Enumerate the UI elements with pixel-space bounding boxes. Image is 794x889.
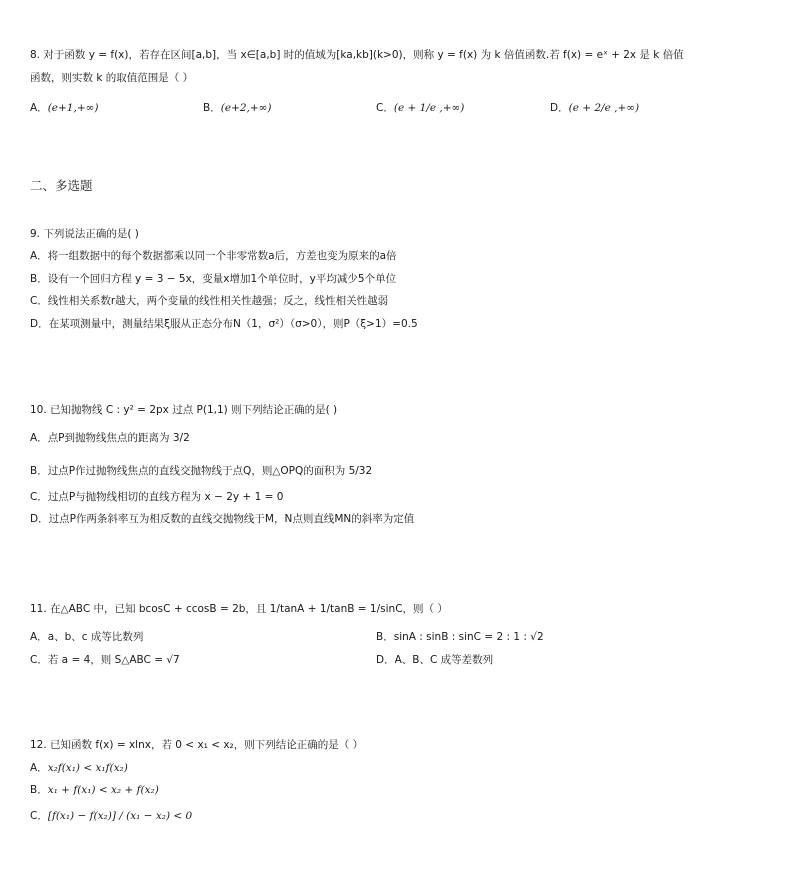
section-title: 二、多选题 bbox=[30, 178, 93, 193]
option-label: C． bbox=[30, 810, 48, 822]
option-label: A． bbox=[30, 631, 48, 643]
option-label: C． bbox=[30, 295, 48, 307]
option-text: 点P到抛物线焦点的距离为 3/2 bbox=[47, 432, 190, 444]
option-text: 在某项测量中，测量结果ξ服从正态分布N（1，σ²）（σ>0），则P（ξ>1）=0.5 bbox=[48, 318, 418, 330]
option-label: D． bbox=[550, 102, 569, 114]
option-text: x₁ + f(x₁) < x₂ + f(x₂) bbox=[47, 784, 159, 796]
option-label: C． bbox=[376, 102, 394, 114]
q8-option-a bbox=[30, 100, 98, 116]
q11-option-b bbox=[376, 629, 544, 645]
option-text: 过点P作过抛物线焦点的直线交抛物线于点Q，则△OPQ的面积为 5/32 bbox=[47, 465, 373, 477]
option-text: A、B、C 成等差数列 bbox=[394, 654, 494, 666]
option-label: D． bbox=[376, 654, 395, 666]
q9-option-c bbox=[30, 293, 388, 309]
q12-stem: 12. 已知函数 f(x) = xlnx，若 0 < x₁ < x₂，则下列结论正确的是（ ） bbox=[30, 739, 364, 751]
option-text: 若 a = 4，则 S△ABC = √7 bbox=[47, 654, 180, 666]
option-label: B． bbox=[30, 465, 48, 477]
option-text: 设有一个回归方程 y = 3 − 5x，变量x增加1个单位时，y平均减少5个单位 bbox=[47, 273, 397, 285]
option-text: x₂f(x₁) < x₁f(x₂) bbox=[47, 762, 128, 774]
option-label: C． bbox=[30, 491, 48, 503]
q9-option-b bbox=[30, 271, 396, 287]
q9-option-d bbox=[30, 316, 418, 332]
q8-option-c bbox=[376, 100, 464, 116]
option-text: sinA : sinB : sinC = 2 : 1 : √2 bbox=[393, 631, 544, 643]
option-label: A． bbox=[30, 250, 48, 262]
q9-option-a bbox=[30, 248, 397, 264]
q12-option-a bbox=[30, 760, 128, 776]
q10-stem: 10. 已知抛物线 C : y² = 2px 过点 P(1,1) 则下列结论正确的是( ) bbox=[30, 404, 338, 416]
option-text: (e+2,+∞) bbox=[220, 102, 272, 114]
option-text: 过点P作两条斜率互为相反数的直线交抛物线于M，N点则直线MN的斜率为定值 bbox=[48, 513, 415, 525]
q12-option-c bbox=[30, 808, 192, 824]
option-label: B． bbox=[30, 784, 48, 796]
q11-option-c bbox=[30, 652, 180, 668]
option-label: B． bbox=[376, 631, 394, 643]
option-text: (e + 2/e ,+∞) bbox=[568, 102, 640, 114]
q11-option-d bbox=[376, 652, 493, 668]
option-label: A． bbox=[30, 102, 48, 114]
option-text: a、b、c 成等比数列 bbox=[47, 631, 144, 643]
option-text: 将一组数据中的每个数据都乘以同一个非零常数a后，方差也变为原来的a倍 bbox=[47, 250, 397, 262]
q10-option-a bbox=[30, 430, 190, 446]
option-label: A． bbox=[30, 432, 48, 444]
q8-stem-line1: 8. 对于函数 y = f(x)，若存在区间[a,b]，当 x∈[a,b] 时的值域为[ka,kb](k>0)，则称 y = f(x) 为 k 倍值函数.若 f(x) = eˣ + 2x 是 k 倍值 bbox=[30, 49, 684, 61]
q8-stem-line2: 函数，则实数 k 的取值范围是（ ） bbox=[30, 72, 194, 84]
option-label: D． bbox=[30, 513, 49, 525]
option-text: (e+1,+∞) bbox=[47, 102, 99, 114]
option-label: B． bbox=[30, 273, 48, 285]
option-label: B． bbox=[203, 102, 221, 114]
option-label: A． bbox=[30, 762, 48, 774]
q10-option-d bbox=[30, 511, 414, 527]
option-label: C． bbox=[30, 654, 48, 666]
option-label: D． bbox=[30, 318, 49, 330]
q11-stem: 11. 在△ABC 中，已知 bcosC + ccosB = 2b，且 1/tanA + 1/tanB = 1/sinC，则（ ） bbox=[30, 603, 448, 615]
q12-option-b bbox=[30, 782, 159, 798]
q10-option-c bbox=[30, 489, 283, 505]
q9-stem: 9. 下列说法正确的是( ) bbox=[30, 228, 139, 240]
q11-option-a bbox=[30, 629, 143, 645]
q8-option-b bbox=[203, 100, 272, 116]
q10-option-b bbox=[30, 463, 372, 479]
option-text: [f(x₁) − f(x₂)] / (x₁ − x₂) < 0 bbox=[47, 810, 193, 822]
option-text: (e + 1/e ,+∞) bbox=[393, 102, 465, 114]
option-text: 线性相关系数r越大，两个变量的线性相关性越强；反之，线性相关性越弱 bbox=[47, 295, 389, 307]
q8-option-d bbox=[550, 100, 639, 116]
option-text: 过点P与抛物线相切的直线方程为 x − 2y + 1 = 0 bbox=[47, 491, 284, 503]
